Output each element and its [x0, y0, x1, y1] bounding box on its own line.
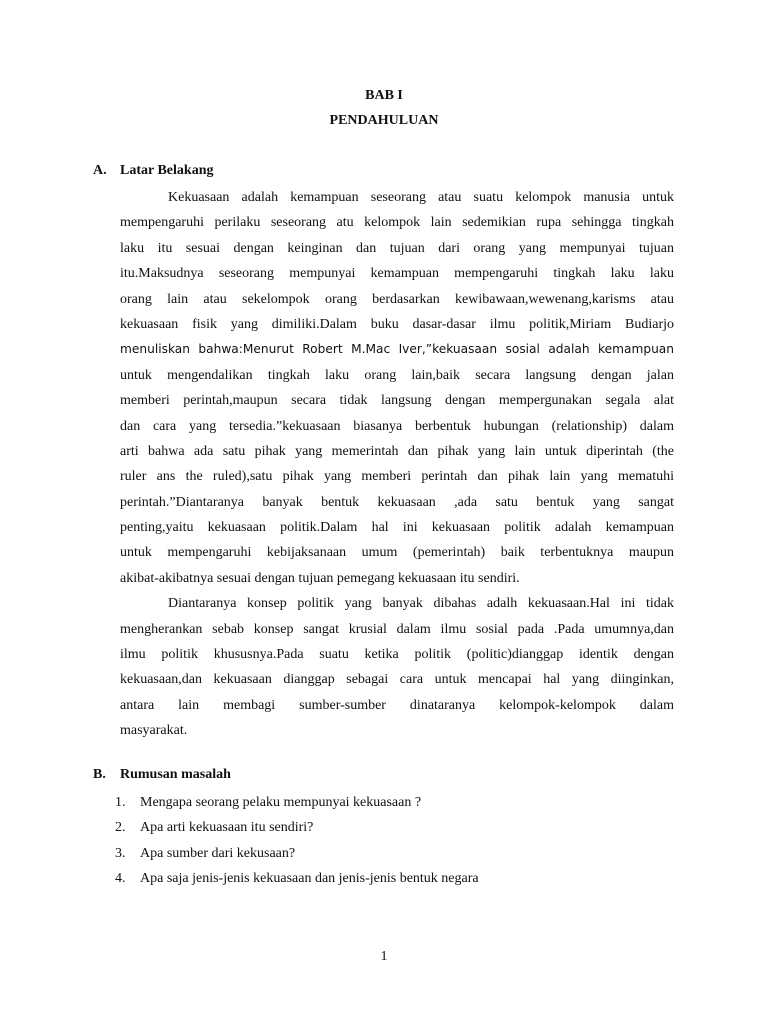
paragraph-line: akibat-akibatnya sesuai dengan tujuan pemegang kekuasaan itu sendiri. [120, 570, 520, 586]
section-a-number: A. [93, 163, 107, 178]
paragraph-line: untuk mengendalikan tingkah laku orang lain,baik secara langsung dengan jalan [120, 367, 674, 383]
list-item-number: 1. [115, 795, 126, 810]
list-item [115, 866, 479, 891]
paragraph-line: perintah.”Diantaranya banyak bentuk kekuasaan ,ada satu bentuk yang sangat [120, 494, 674, 510]
list-item-text: Apa saja jenis-jenis kekuasaan dan jenis-jenis bentuk negara [140, 871, 479, 887]
paragraph-line: menuliskan bahwa:Menurut Robert M.Mac Iver,”kekuasaan sosial adalah kemampuan [120, 342, 674, 357]
paragraph-line: laku itu sesuai dengan keinginan dan tujuan dari orang yang mempunyai tujuan [120, 240, 674, 256]
paragraph-line: Diantaranya konsep politik yang banyak dibahas adalh kekuasaan.Hal ini tidak [168, 596, 674, 612]
paragraph-line: orang lain atau sekelompok orang berdasarkan kewibawaan,wewenang,karisms atau [120, 291, 674, 307]
paragraph-line: mempengaruhi perilaku seseorang atu kelompok lain sedemikian rupa sehingga tingkah [120, 215, 674, 231]
paragraph-line: mengherankan sebab konsep sangat krusial dalam ilmu sosial pada .Pada umumnya,dan [120, 621, 674, 637]
paragraph-line: ilmu politik khususnya.Pada suatu ketika politik (politic)dianggap identik dengan [120, 647, 674, 663]
section-b-title: Rumusan masalah [120, 767, 231, 782]
list-item-number: 4. [115, 871, 126, 887]
paragraph-line: Kekuasaan adalah kemampuan seseorang atau suatu kelompok manusia untuk [168, 190, 674, 205]
list-item [115, 790, 479, 815]
paragraph-line: ruler ans the ruled),satu pihak yang memberi perintah dan pihak lain yang mematuhi [120, 469, 674, 485]
paragraph-line: itu.Maksudnya seseorang mempunyai kemampuan mempengaruhi tingkah laku laku [120, 266, 674, 282]
paragraph-line: memberi perintah,maupun secara tidak langsung dengan mempergunakan segala alat [120, 393, 674, 409]
list-item-number: 3. [115, 845, 126, 861]
list-item-text: Mengapa seorang pelaku mempunyai kekuasaan ? [140, 795, 422, 810]
paragraph-line: penting,yaitu kekuasaan politik.Dalam hal ini kekuasaan politik adalah kemampuan [120, 520, 674, 536]
section-a-body [120, 185, 674, 744]
paragraph-line: untuk mempengaruhi kebijaksanaan umum (pemerintah) baik terbentuknya maupun [120, 545, 674, 561]
paragraph-line: masyarakat. [120, 723, 188, 739]
list-item [115, 815, 479, 840]
paragraph-line: dan cara yang tersedia.”kekuasaan biasanya berbentuk hubungan (relationship) dalam [120, 418, 674, 434]
paragraph-line: antara lain membagi sumber-sumber dinataranya kelompok-kelompok dalam [120, 697, 674, 713]
list-item [115, 841, 479, 866]
list-item-number: 2. [115, 820, 126, 836]
section-b-heading [93, 767, 231, 783]
chapter-label: BAB I [365, 88, 403, 103]
section-a-heading [93, 163, 213, 179]
paragraph-line: kekuasaan,dan kekuasaan dianggap sebagai cara untuk mencapai hal yang diinginkan, [120, 672, 674, 688]
list-item-text: Apa sumber dari kekusaan? [140, 845, 296, 861]
section-b-number: B. [93, 767, 106, 782]
section-a-title: Latar Belakang [120, 163, 214, 178]
paragraph-line: kekuasaan fisik yang dimiliki.Dalam buku dasar-dasar ilmu politik,Miriam Budiarjo [120, 316, 674, 332]
paragraph-line: arti bahwa ada satu pihak yang memerintah dan pihak yang lain untuk diperintah (the [120, 443, 674, 459]
list-item-text: Apa arti kekuasaan itu sendiri? [140, 820, 314, 836]
chapter-title: PENDAHULUAN [329, 113, 439, 128]
problem-list [115, 790, 479, 892]
page-number: 1 [380, 949, 388, 964]
